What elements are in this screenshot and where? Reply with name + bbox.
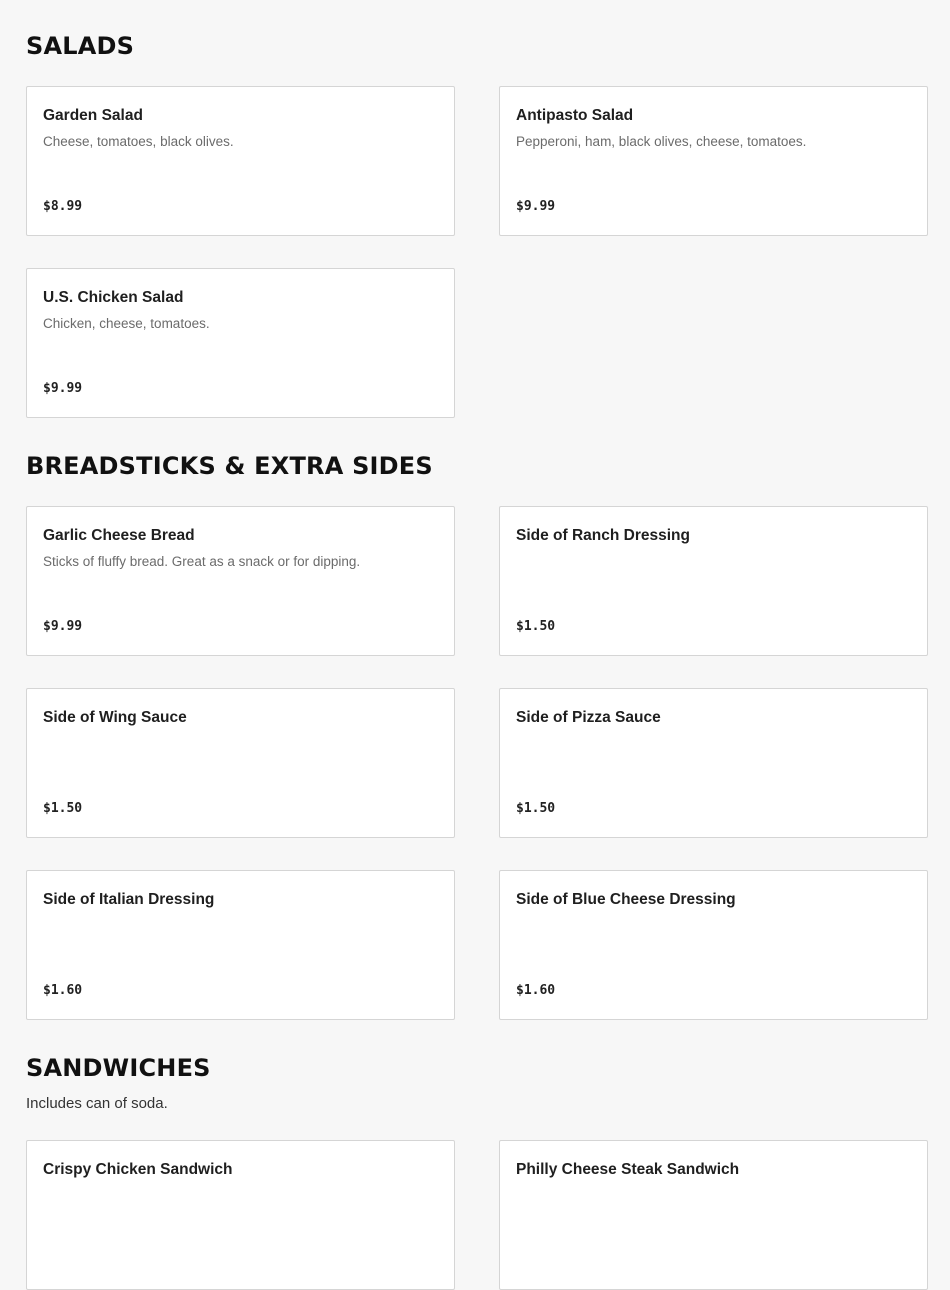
item-price: $1.50 — [516, 619, 556, 634]
item-description: Chicken, cheese, tomatoes. — [43, 316, 210, 331]
menu-item-card[interactable] — [499, 1140, 928, 1290]
item-description: Cheese, tomatoes, black olives. — [43, 134, 234, 149]
item-price: $1.60 — [43, 983, 83, 998]
menu-item-card[interactable] — [499, 86, 928, 236]
section-sandwiches — [26, 1053, 928, 1290]
item-name: Philly Cheese Steak Sandwich — [516, 1161, 740, 1178]
section-salads — [26, 31, 928, 418]
item-price: $1.50 — [516, 801, 556, 816]
item-price: $9.99 — [516, 199, 556, 214]
menu-item-card[interactable] — [499, 506, 928, 656]
item-name: Antipasto Salad — [516, 107, 634, 124]
item-price: $8.99 — [43, 199, 83, 214]
item-name: Side of Wing Sauce — [43, 709, 187, 726]
item-price: $9.99 — [43, 381, 83, 396]
item-name: Side of Blue Cheese Dressing — [516, 891, 736, 908]
menu-item-card[interactable] — [26, 870, 455, 1020]
section-title: BREADSTICKS & EXTRA SIDES — [26, 452, 433, 480]
item-price: $9.99 — [43, 619, 83, 634]
menu-item-card[interactable] — [26, 688, 455, 838]
item-name: U.S. Chicken Salad — [43, 289, 184, 306]
item-price: $1.50 — [43, 801, 83, 816]
menu-item-card[interactable] — [26, 268, 455, 418]
menu-item-card[interactable] — [26, 86, 455, 236]
item-name: Side of Pizza Sauce — [516, 709, 661, 726]
menu-item-card[interactable] — [26, 506, 455, 656]
item-name: Crispy Chicken Sandwich — [43, 1161, 233, 1178]
item-price: $1.60 — [516, 983, 556, 998]
item-name: Garlic Cheese Bread — [43, 527, 195, 544]
menu-item-card[interactable] — [499, 688, 928, 838]
menu-item-card[interactable] — [26, 1140, 455, 1290]
item-description: Pepperoni, ham, black olives, cheese, tomatoes. — [516, 134, 807, 149]
section-title: SANDWICHES — [26, 1054, 211, 1082]
section-subtitle: Includes can of soda. — [26, 1095, 168, 1112]
section-breadsticks-sides — [26, 451, 928, 1020]
item-name: Side of Italian Dressing — [43, 891, 215, 908]
item-name: Side of Ranch Dressing — [516, 527, 690, 544]
menu-item-card[interactable] — [499, 870, 928, 1020]
item-description: Sticks of fluffy bread. Great as a snack or for dipping. — [43, 554, 361, 569]
item-name: Garden Salad — [43, 107, 143, 124]
section-title: SALADS — [26, 32, 135, 60]
